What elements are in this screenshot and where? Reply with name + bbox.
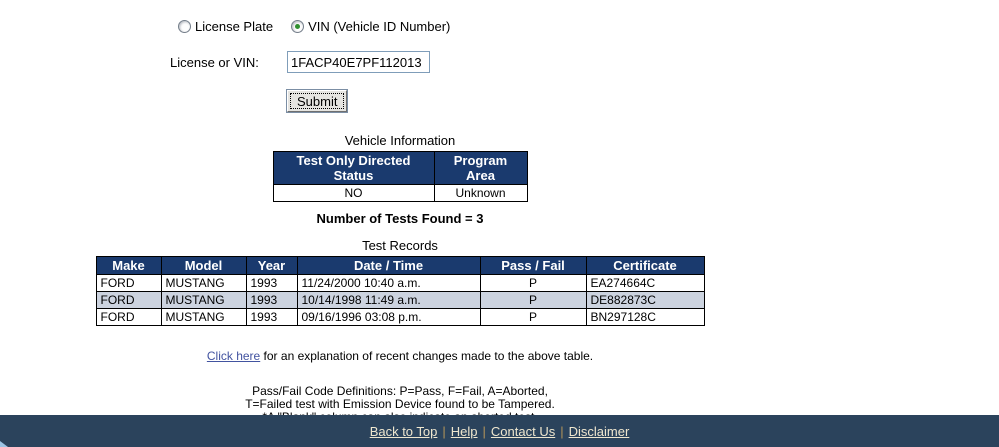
vehicle-information-table [273, 151, 528, 202]
model-cell: MUSTANG [161, 275, 246, 292]
column-header-program-area: Program Area [434, 152, 527, 185]
vin-radio-icon[interactable] [291, 20, 304, 33]
table-row [96, 275, 704, 292]
disclaimer-link[interactable]: Disclaimer [568, 423, 630, 439]
certificate-cell: BN297128C [586, 309, 704, 326]
column-header-model: Model [161, 257, 246, 275]
program-area-value: Unknown [434, 185, 527, 202]
year-cell: 1993 [246, 292, 297, 309]
test-records-title: Test Records [362, 238, 438, 253]
date-time-cell: 09/16/1996 03:08 p.m. [297, 309, 480, 326]
license-plate-radio-label: License Plate [195, 19, 274, 34]
license-vin-field-label: License or VIN: [170, 54, 259, 70]
search-type-radio-group [178, 0, 800, 34]
make-cell: FORD [96, 275, 161, 292]
license-plate-radio-option[interactable] [178, 19, 273, 34]
explanation-text: for an explanation of recent changes made to the above table. [260, 349, 594, 363]
license-vin-form-row [170, 51, 800, 73]
back-to-top-link[interactable]: Back to Top [369, 423, 438, 439]
column-header-make: Make [96, 257, 161, 275]
test-records-table [96, 256, 705, 326]
contact-us-link[interactable]: Contact Us [490, 423, 556, 439]
table-row [96, 292, 704, 309]
submit-row [287, 90, 800, 112]
pass-fail-cell: P [480, 309, 586, 326]
submit-button[interactable]: Submit [287, 90, 347, 112]
tests-found-count: Number of Tests Found = 3 [316, 211, 484, 226]
column-header-certificate: Certificate [586, 257, 704, 275]
vehicle-information-value-row [273, 185, 527, 202]
column-header-test-only-directed-status: Test Only Directed Status [273, 152, 434, 185]
model-cell: MUSTANG [161, 309, 246, 326]
column-header-year: Year [246, 257, 297, 275]
column-header-date-time: Date / Time [297, 257, 480, 275]
make-cell: FORD [96, 309, 161, 326]
vehicle-information-title: Vehicle Information [344, 133, 456, 148]
certificate-cell: EA274664C [586, 275, 704, 292]
license-plate-radio-icon[interactable] [178, 20, 191, 33]
vehicle-information-header-row [273, 152, 527, 185]
footer-separator: | [482, 423, 486, 439]
vin-radio-label: VIN (Vehicle ID Number) [308, 19, 451, 34]
date-time-cell: 10/14/1998 11:49 a.m. [297, 292, 480, 309]
model-cell: MUSTANG [161, 292, 246, 309]
pass-fail-cell: P [480, 292, 586, 309]
corner-decoration [0, 441, 8, 447]
column-header-pass-fail: Pass / Fail [480, 257, 586, 275]
test-records-header-row [96, 257, 704, 275]
footer-bar [0, 415, 999, 447]
click-here-link[interactable]: Click here [206, 349, 261, 363]
definitions-line: T=Failed test with Emission Device found to be Tampered. [245, 397, 555, 411]
pass-fail-cell: P [480, 275, 586, 292]
definitions-line: Pass/Fail Code Definitions: P=Pass, F=Fail, A=Aborted, [252, 384, 548, 398]
year-cell: 1993 [246, 275, 297, 292]
footer-separator: | [560, 423, 564, 439]
table-changes-explanation [0, 349, 800, 363]
date-time-cell: 11/24/2000 10:40 a.m. [297, 275, 480, 292]
make-cell: FORD [96, 292, 161, 309]
license-vin-input[interactable] [287, 51, 430, 73]
year-cell: 1993 [246, 309, 297, 326]
help-link[interactable]: Help [450, 423, 478, 439]
table-row [96, 309, 704, 326]
test-only-directed-status-value: NO [273, 185, 434, 202]
certificate-cell: DE882873C [586, 292, 704, 309]
footer-separator: | [442, 423, 446, 439]
vin-radio-option[interactable] [291, 19, 450, 34]
